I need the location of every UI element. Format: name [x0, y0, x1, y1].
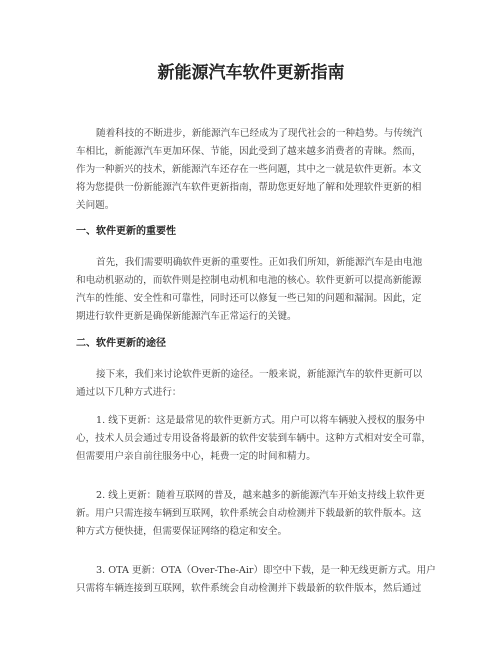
list-item-online-update — [76, 487, 428, 541]
section1-paragraph — [76, 254, 428, 326]
section2-intro-line: 通过以下几种方式进行： — [76, 387, 182, 398]
list-item-line: 1. 线下更新：这是最常见的软件更新方式。用户可以将车辆驶入授权的服务中 — [96, 415, 425, 426]
document-title: 新能源汽车软件更新指南 — [157, 63, 345, 83]
list-item-offline-update — [76, 412, 431, 466]
list-item-line: 2. 线上更新：随着互联网的普及，越来越多的新能源汽车开始支持线上软件更 — [96, 490, 425, 501]
list-item-line: 种方式方便快捷，但需要保证网络的稳定和安全。 — [76, 526, 288, 537]
section1-line: 和电动机驱动的，而软件则是控制电动机和电池的核心。软件更新可以提高新能源 — [76, 275, 422, 286]
intro-line: 作为一种新兴的技术，新能源汽车还存在一些问题，其中之一就是软件更新。本文 — [76, 164, 422, 175]
section1-line: 汽车的性能、安全性和可靠性，同时还可以修复一些已知的问题和漏洞。因此，定 — [76, 293, 422, 304]
list-item-line: 但需要用户亲自前往服务中心，耗费一定的时间和精力。 — [76, 451, 316, 462]
section2-intro — [76, 366, 428, 402]
intro-line: 随着科技的不断进步，新能源汽车已经成为了现代社会的一种趋势。与传统汽 — [96, 128, 423, 139]
list-item-line: 新。用户只需连接车辆到互联网，软件系统会自动检测并下载最新的软件版本。这 — [76, 508, 422, 519]
section2-intro-line: 接下来，我们来讨论软件更新的途径。一般来说，新能源汽车的软件更新可以 — [96, 369, 423, 380]
intro-line: 关问题。 — [76, 200, 115, 211]
section1-line: 首先，我们需要明确软件更新的重要性。正如我们所知，新能源汽车是由电池 — [96, 257, 423, 268]
intro-line: 将为您提供一份新能源汽车软件更新指南，帮助您更好地了解和处理软件更新的相 — [76, 182, 422, 193]
section1-heading: 一、软件更新的重要性 — [76, 226, 176, 237]
list-item-line: 心，技术人员会通过专用设备将最新的软件安装到车辆中。这种方式相对安全可靠， — [76, 433, 431, 444]
list-item-line: 3. OTA 更新：OTA（Over-The-Air）即空中下载，是一种无线更新方式。用户 — [96, 565, 436, 576]
section2-heading: 二、软件更新的途径 — [76, 338, 166, 349]
list-item-ota-update — [76, 562, 436, 598]
list-item-line: 只需将车辆连接到互联网，软件系统会自动检测并下载最新的软件版本，然后通过 — [76, 583, 422, 594]
section1-line: 期进行软件更新是确保新能源汽车正常运行的关键。 — [76, 311, 297, 322]
intro-paragraph — [76, 125, 428, 215]
intro-line: 车相比，新能源汽车更加环保、节能，因此受到了越来越多消费者的青睐。然而， — [76, 146, 422, 157]
